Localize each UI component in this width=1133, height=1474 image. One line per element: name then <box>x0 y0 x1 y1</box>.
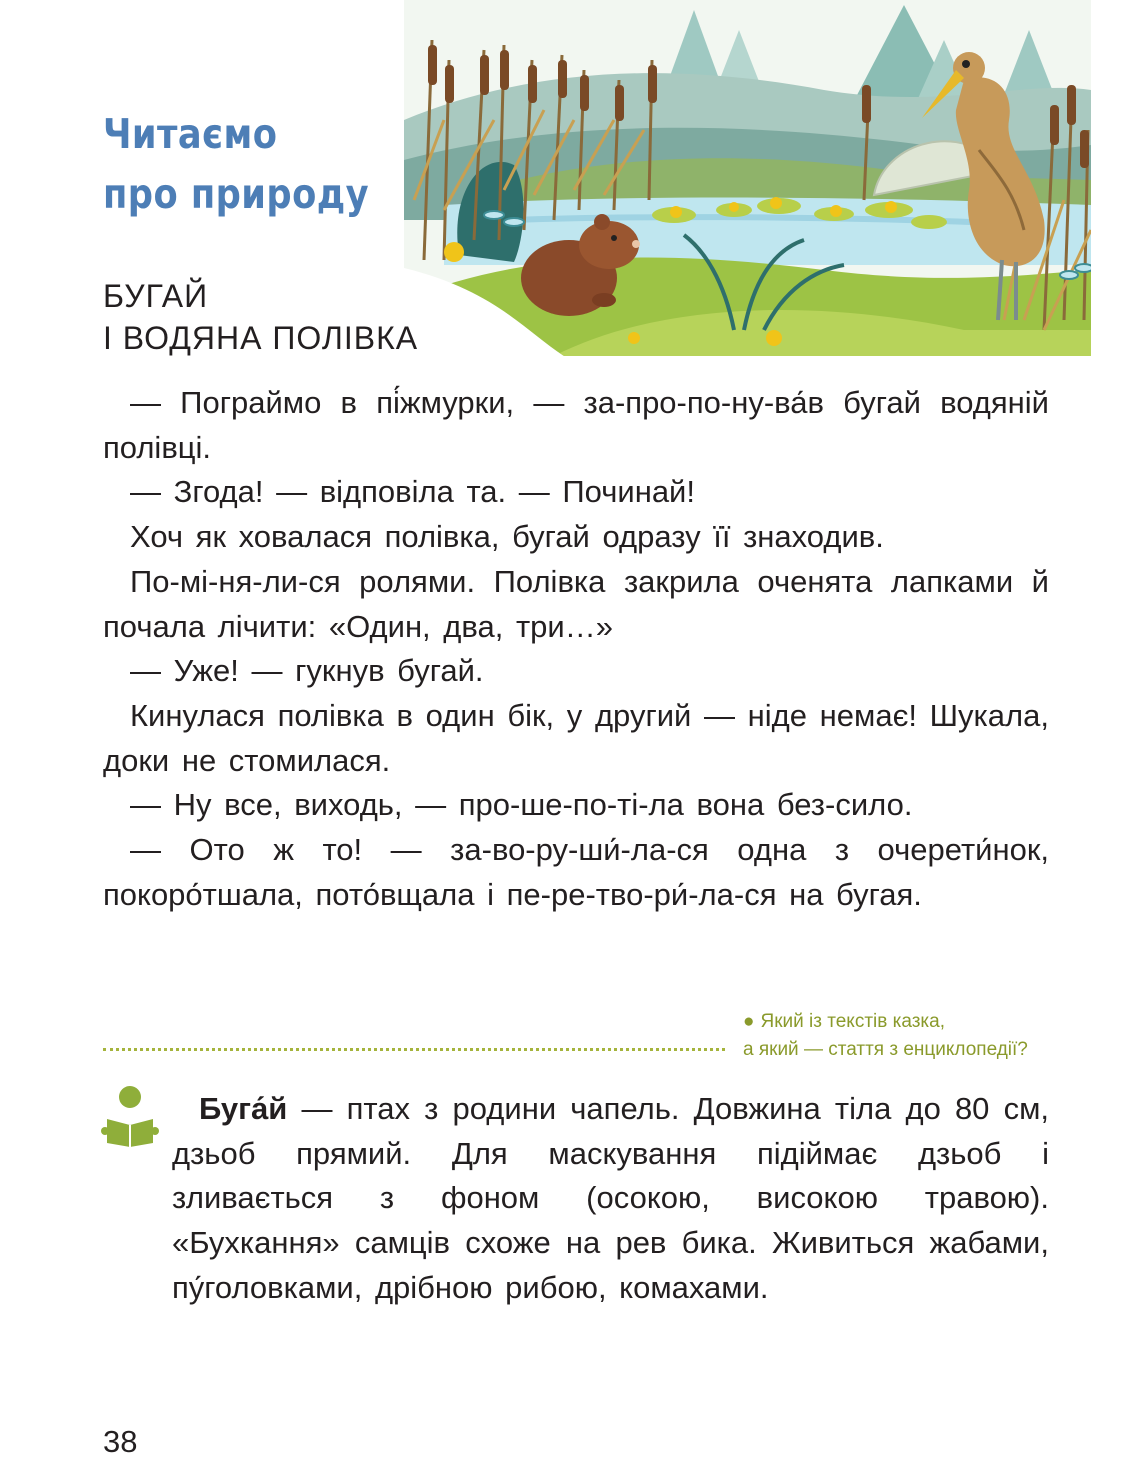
fact-term: Буга́й <box>199 1091 288 1126</box>
story-paragraph: — Ото ж то! — за-во-ру-ши́-ла-ся одна з очерети́нок, покоро́тшала, пото́вщала і пе-ре-тво-ри́-ла-ся на бугая. <box>103 832 1049 912</box>
question-line-1: Який із текстів казка, <box>760 1011 945 1032</box>
page-number: 38 <box>103 1424 138 1459</box>
bullet-dot-icon: ● <box>743 1011 755 1032</box>
story-title <box>103 275 418 359</box>
story-text <box>103 381 1049 917</box>
section-title-line-1: Читаємо <box>103 110 278 158</box>
story-title-line-1: БУГАЙ <box>103 278 209 314</box>
section-title <box>103 104 369 224</box>
dotted-divider <box>103 1048 725 1051</box>
story-title-line-2: І ВОДЯНА ПОЛІВКА <box>103 320 419 356</box>
question-line-2: а який — стаття з енциклопедії? <box>743 1039 1028 1060</box>
story-paragraph: — Пограймо в пі́жмурки, — за-про-по-ну-ва́в бугай водяній полівці. <box>103 385 1049 465</box>
story-paragraph: — Ну все, виходь, — про-ше-по-ті-ла вона без-сило. <box>130 787 913 823</box>
pond-bittern-vole-illustration <box>404 0 1091 356</box>
reading-person-icon <box>101 1085 159 1147</box>
story-paragraph: — Уже! — гукнув бугай. <box>130 653 484 689</box>
comprehension-question <box>743 1008 1113 1064</box>
encyclopedia-fact <box>172 1087 1049 1311</box>
section-title-line-2: про природу <box>103 170 370 218</box>
story-paragraph: По-мі-ня-ли-ся ролями. Полівка закрила оченята лапками й почала лічити: «Один, два, три…» <box>103 563 1049 644</box>
fact-text: — птах з родини чапель. Довжина тіла до 80 см, дзьоб прямий. Для маскування підіймає дзьоб і зливається з фоном (осокою, високою травою). «Бухкання» самців схоже на рев бика. Живиться жабами, пу́головками, дрібною рибою, комахами. <box>172 1091 1049 1305</box>
story-paragraph: — Згода! — відповіла та. — Починай! <box>130 474 695 510</box>
fact-paragraph <box>172 1087 1049 1311</box>
story-paragraph: Кинулася полівка в один бік, у другий — ніде немає! Шукала, доки не стомилася. <box>103 697 1049 778</box>
story-paragraph: Хоч як ховалася полівка, бугай одразу її знаходив. <box>130 519 884 555</box>
